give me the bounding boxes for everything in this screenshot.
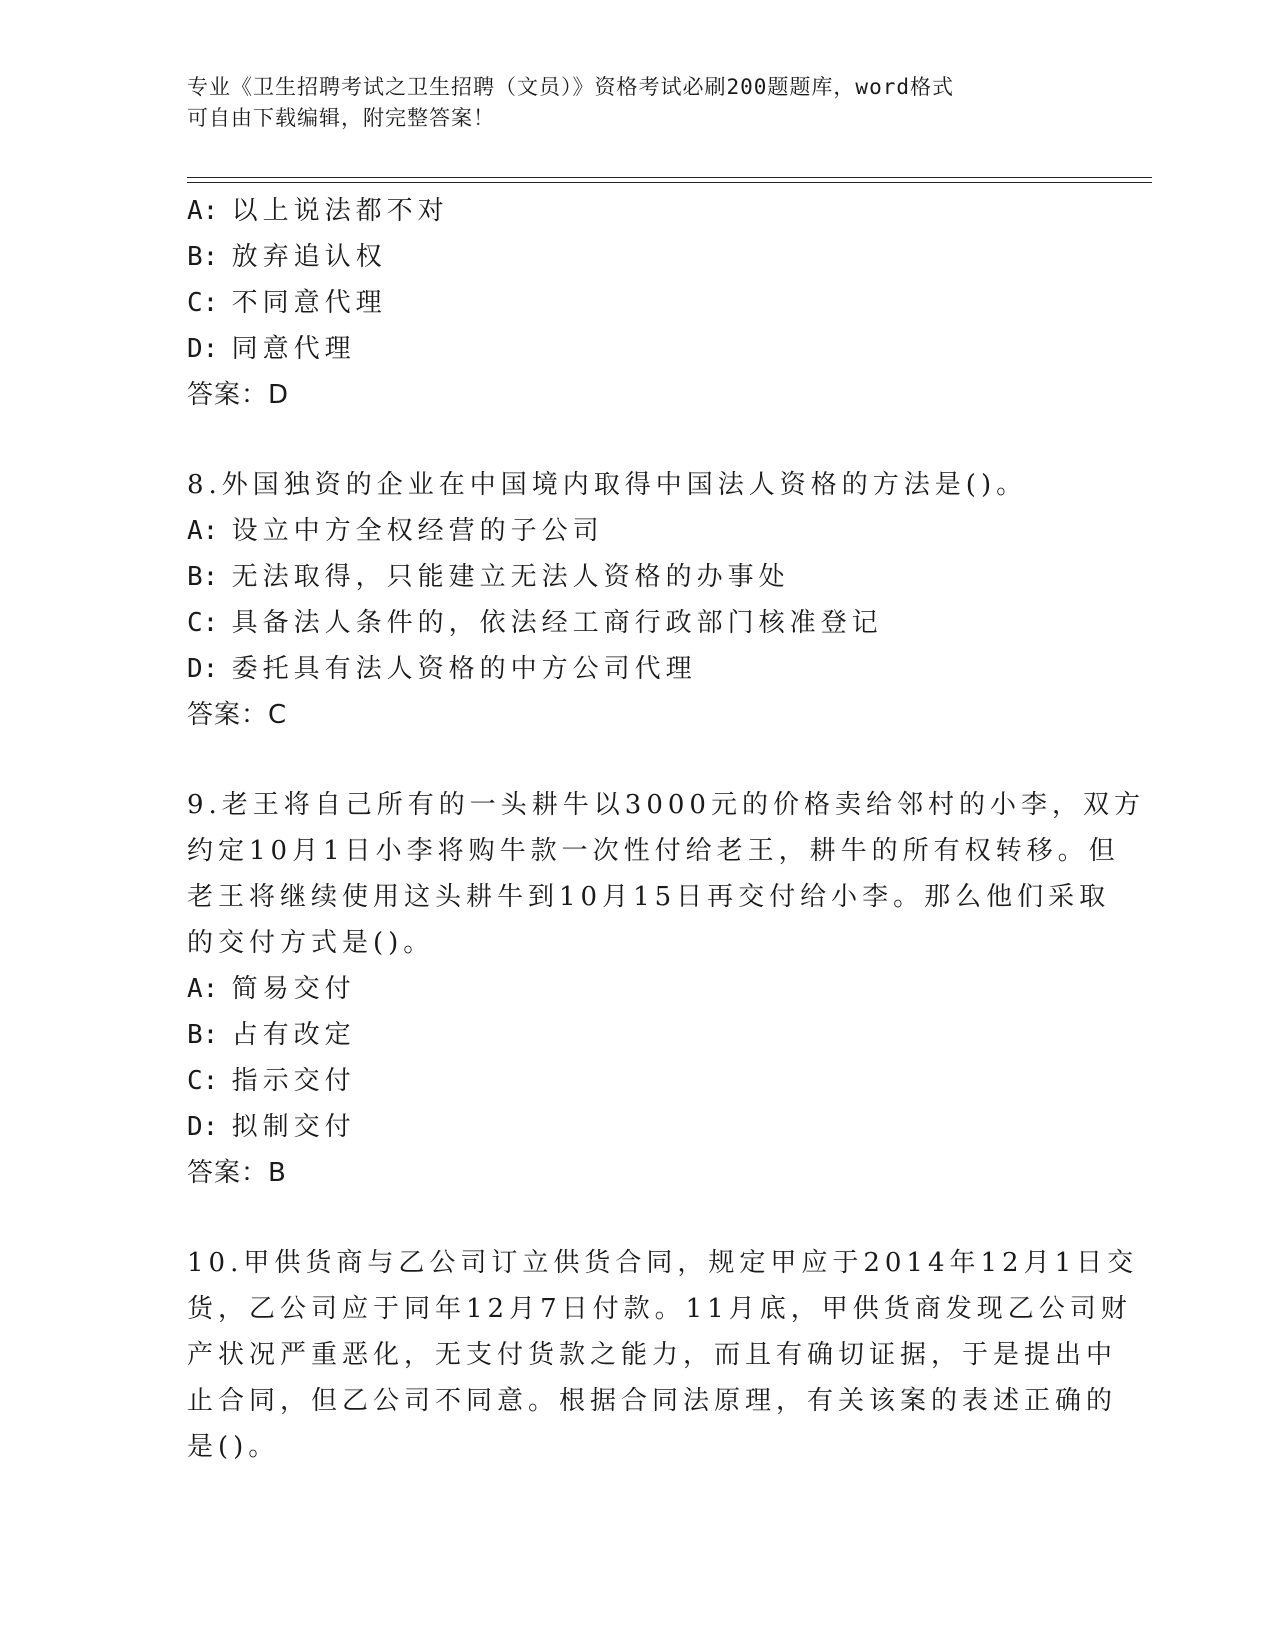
question-stem-line: 货，乙公司应于同年12月7日付款。11月底，甲供货商发现乙公司财	[187, 1294, 1132, 1324]
answer: 答案：D	[187, 380, 290, 410]
header-line-1: 专业《卫生招聘考试之卫生招聘（文员）》资格考试必刷200题题库，word格式	[187, 75, 954, 99]
question-stem-line: 的交付方式是()。	[187, 928, 435, 958]
header-divider-top	[187, 177, 1152, 178]
answer: 答案：C	[187, 700, 288, 730]
option-b: B: 放弃追认权	[187, 242, 387, 272]
document-header	[187, 72, 1067, 134]
option-c: C: 不同意代理	[187, 288, 387, 318]
question-stem-line: 老王将继续使用这头耕牛到10月15日再交付给小李。那么他们采取	[187, 882, 1111, 912]
header-divider-bottom	[187, 182, 1152, 183]
option-c: C: 指示交付	[187, 1066, 356, 1096]
question-list	[187, 188, 1145, 1470]
question-8	[187, 462, 1087, 738]
question-stem-line: 9.老王将自己所有的一头耕牛以3000元的价格卖给邻村的小李，双方	[187, 790, 1145, 820]
option-d: D: 拟制交付	[187, 1112, 356, 1142]
question-stem-line: 约定10月1日小李将购牛款一次性付给老王，耕牛的所有权转移。但	[187, 836, 1120, 866]
question-stem-line: 是()。	[187, 1432, 280, 1462]
question-stem-line: 止合同，但乙公司不同意。根据合同法原理，有关该案的表述正确的	[187, 1386, 1118, 1416]
answer: 答案：B	[187, 1158, 287, 1188]
option-c: C: 具备法人条件的，依法经工商行政部门核准登记	[187, 608, 883, 638]
option-a: A: 设立中方全权经营的子公司	[187, 516, 604, 546]
option-b: B: 无法取得，只能建立无法人资格的办事处	[187, 562, 790, 592]
option-a: A: 简易交付	[187, 974, 356, 1004]
option-d: D: 委托具有法人资格的中方公司代理	[187, 654, 697, 684]
option-b: B: 占有改定	[187, 1020, 356, 1050]
question-10	[187, 1240, 1139, 1470]
option-d: D: 同意代理	[187, 334, 356, 364]
question-9	[187, 782, 1145, 1196]
question-stem-line: 10.甲供货商与乙公司订立供货合同，规定甲应于2014年12月1日交	[187, 1248, 1139, 1278]
question-7	[187, 188, 1087, 418]
question-stem-line: 产状况严重恶化，无支付货款之能力，而且有确切证据，于是提出中	[187, 1340, 1118, 1370]
option-a: A: 以上说法都不对	[187, 196, 449, 226]
question-stem: 8.外国独资的企业在中国境内取得中国法人资格的方法是()。	[187, 470, 1028, 500]
header-line-2: 可自由下载编辑，附完整答案！	[187, 106, 495, 130]
